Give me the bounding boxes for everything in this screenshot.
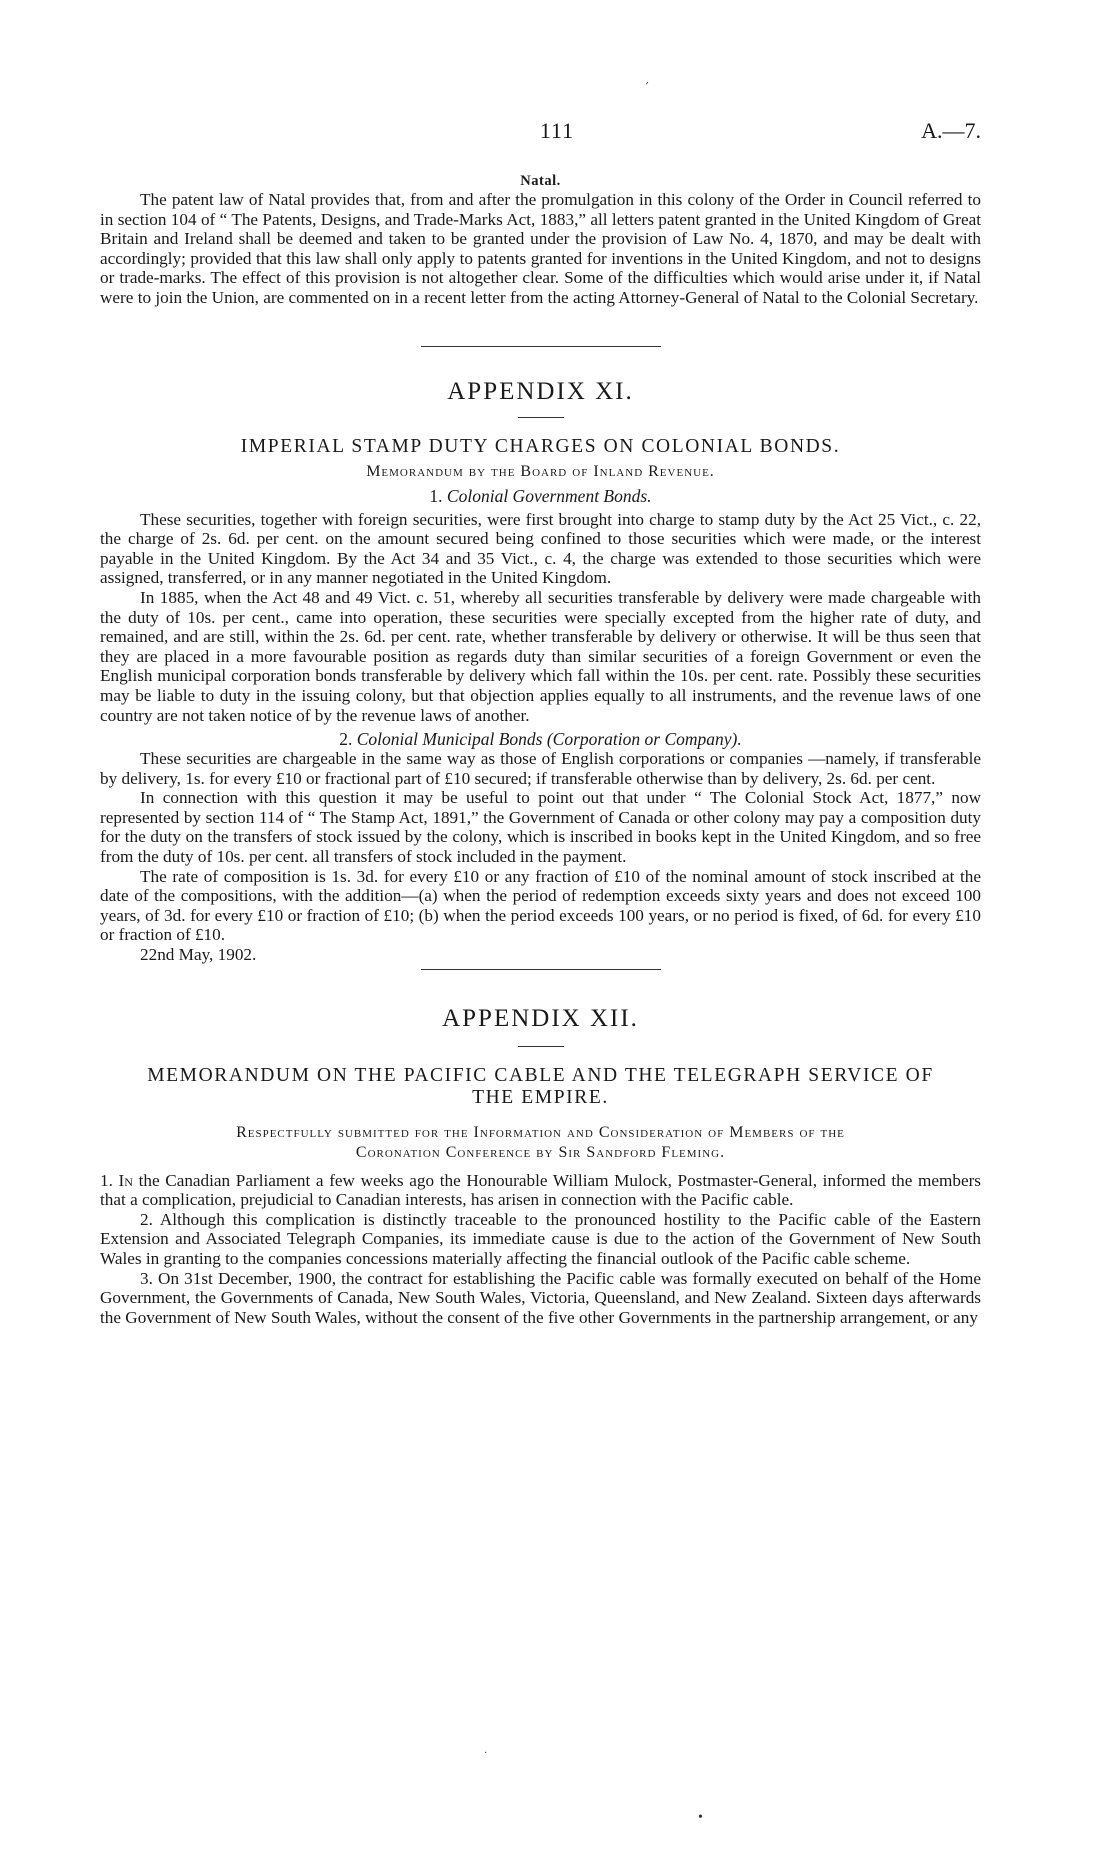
- section-number: 1.: [429, 485, 443, 506]
- appendix-xi-subheading: Memorandum by the Board of Inland Revenue.: [366, 462, 715, 480]
- appendix-xi-title: APPENDIX XI.: [447, 377, 634, 405]
- section-number: 2.: [339, 729, 353, 750]
- section-heading-colonial-municipal-bonds: [100, 729, 981, 749]
- ink-speck: •: [698, 1810, 703, 1825]
- appendix-xi-heading: IMPERIAL STAMP DUTY CHARGES ON COLONIAL BONDS.: [240, 435, 841, 457]
- appendix-xii-subheading-line1: Respectfully submitted for the Information and Consideration of Members of the: [236, 1123, 845, 1141]
- appendix-xii-subheading-line2: Coronation Conference by Sir Sandford Fleming.: [355, 1143, 726, 1161]
- appendix-xii-heading-line1: MEMORANDUM ON THE PACIFIC CABLE AND THE TELEGRAPH SERVICE OF: [147, 1064, 934, 1086]
- paragraph: In connection with this question it may be useful to point out that under “ The Colonial Stock Act, 1877,” now represented by section 114 of “ The Stamp Act, 1891,” the Government of Canada or other colony may pay a composition duty for the duty on the transfers of stock issued by the colony, which is inscribed in books kept in the United Kingdom, and so free from the duty of 10s. per cent. all transfers of stock included in the payment.: [100, 788, 981, 867]
- page-number: 111: [539, 118, 575, 143]
- date-line: 22nd May, 1902.: [140, 945, 257, 965]
- paragraph-lead-in: 1. In: [100, 1170, 133, 1190]
- paper-reference: A.—7.: [921, 118, 981, 143]
- ink-speck: ': [640, 79, 651, 92]
- section-title: Colonial Municipal Bonds (Corporation or Company).: [356, 729, 742, 750]
- ink-speck: ·: [484, 1748, 488, 1759]
- section-heading-colonial-government-bonds: [100, 486, 981, 506]
- paragraph-numbered: 2. Although this complication is distinctly traceable to the pronounced hostility to the Pacific cable of the Eastern Extension and Associated Telegraph Companies, its immediate cause is due to the action of the Government of New South Wales in granting to the companies concessions materially affecting the financial outlook of the Pacific cable scheme.: [100, 1209, 981, 1268]
- appendix-xii-title: APPENDIX XII.: [442, 1004, 639, 1032]
- paragraph-natal: The patent law of Natal provides that, from and after the promulgation in this colony of the Order in Council referred to in section 104 of “ The Patents, Designs, and Trade-Marks Act, 1883,” all letters patent granted in the United Kingdom of Great Britain and Ireland shall be deemed and taken to be granted under the provision of Law No. 4, 1870, and may be dealt with accordingly; provided that this law shall only apply to patents granted for inventions in the United Kingdom, and not to designs or trade-marks. The effect of this provision is not altogether clear. Some of the difficulties which would arise under it, if Natal were to join the Union, are commented on in a recent letter from the acting Attorney-General of Natal to the Colonial Secretary.: [100, 190, 981, 307]
- paragraph-numbered: 3. On 31st December, 1900, the contract for establishing the Pacific cable was formally executed on behalf of the Home Government, the Governments of Canada, New South Wales, Victoria, Queensland, and New Zealand. Sixteen days afterwards the Government of New South Wales, without the consent of the five other Governments in the partnership arrangement, or any: [100, 1268, 981, 1327]
- section-title: Colonial Government Bonds.: [446, 485, 652, 506]
- section-heading-natal: Natal.: [520, 173, 561, 189]
- page-content: [100, 172, 981, 1327]
- paragraph: These securities, together with foreign securities, were first brought into charge to stamp duty by the Act 25 Vict., c. 22, the charge of 2s. 6d. per cent. on the amount secured being confined to those securities which were made, or the interest payable in the United Kingdom. By the Act 34 and 35 Vict., c. 4, the charge was extended to those securities which were assigned, transferred, or in any manner negotiated in the United Kingdom.: [100, 509, 981, 588]
- paragraph-body: the Canadian Parliament a few weeks ago the Honourable William Mulock, Postmaster-General, informed the members that a complication, prejudicial to Canadian interests, has arisen in connection with the Pacific cable.: [100, 1170, 981, 1210]
- paragraph: These securities are chargeable in the same way as those of English corporations or companies —namely, if transferable by delivery, 1s. for every £10 or fractional part of £10 secured; if transferable otherwise than by delivery, 2s. 6d. per cent.: [100, 749, 981, 788]
- paragraph: The rate of composition is 1s. 3d. for every £10 or any fraction of £10 of the nominal amount of stock inscribed at the date of the compositions, with the addition—(a) when the period of redemption exceeds sixty years and does not exceed 100 years, of 3d. for every £10 or fraction of £10; (b) when the period exceeds 100 years, or no period is fixed, of 6d. for every £10 or fraction of £10.: [100, 866, 981, 945]
- paragraph: In 1885, when the Act 48 and 49 Vict. c. 51, whereby all securities transferable by delivery were made chargeable with the duty of 10s. per cent., came into operation, these securities were specially excepted from the higher rate of duty, and remained, and are still, within the 2s. 6d. per cent. rate, whether transferable by delivery or otherwise. It will be thus seen that they are placed in a more favourable position as regards duty than similar securities of a foreign Government or even the English municipal corporation bonds transferable by delivery which fall within the 10s. per cent. rate. Possibly these securities may be liable to duty in the issuing colony, but that objection applies equally to all instruments, and the revenue laws of one country are not taken notice of by the revenue laws of another.: [100, 587, 981, 725]
- page-header: [0, 118, 1114, 148]
- appendix-xii-heading-line2: THE EMPIRE.: [472, 1086, 609, 1108]
- paragraph-numbered: [100, 1171, 981, 1210]
